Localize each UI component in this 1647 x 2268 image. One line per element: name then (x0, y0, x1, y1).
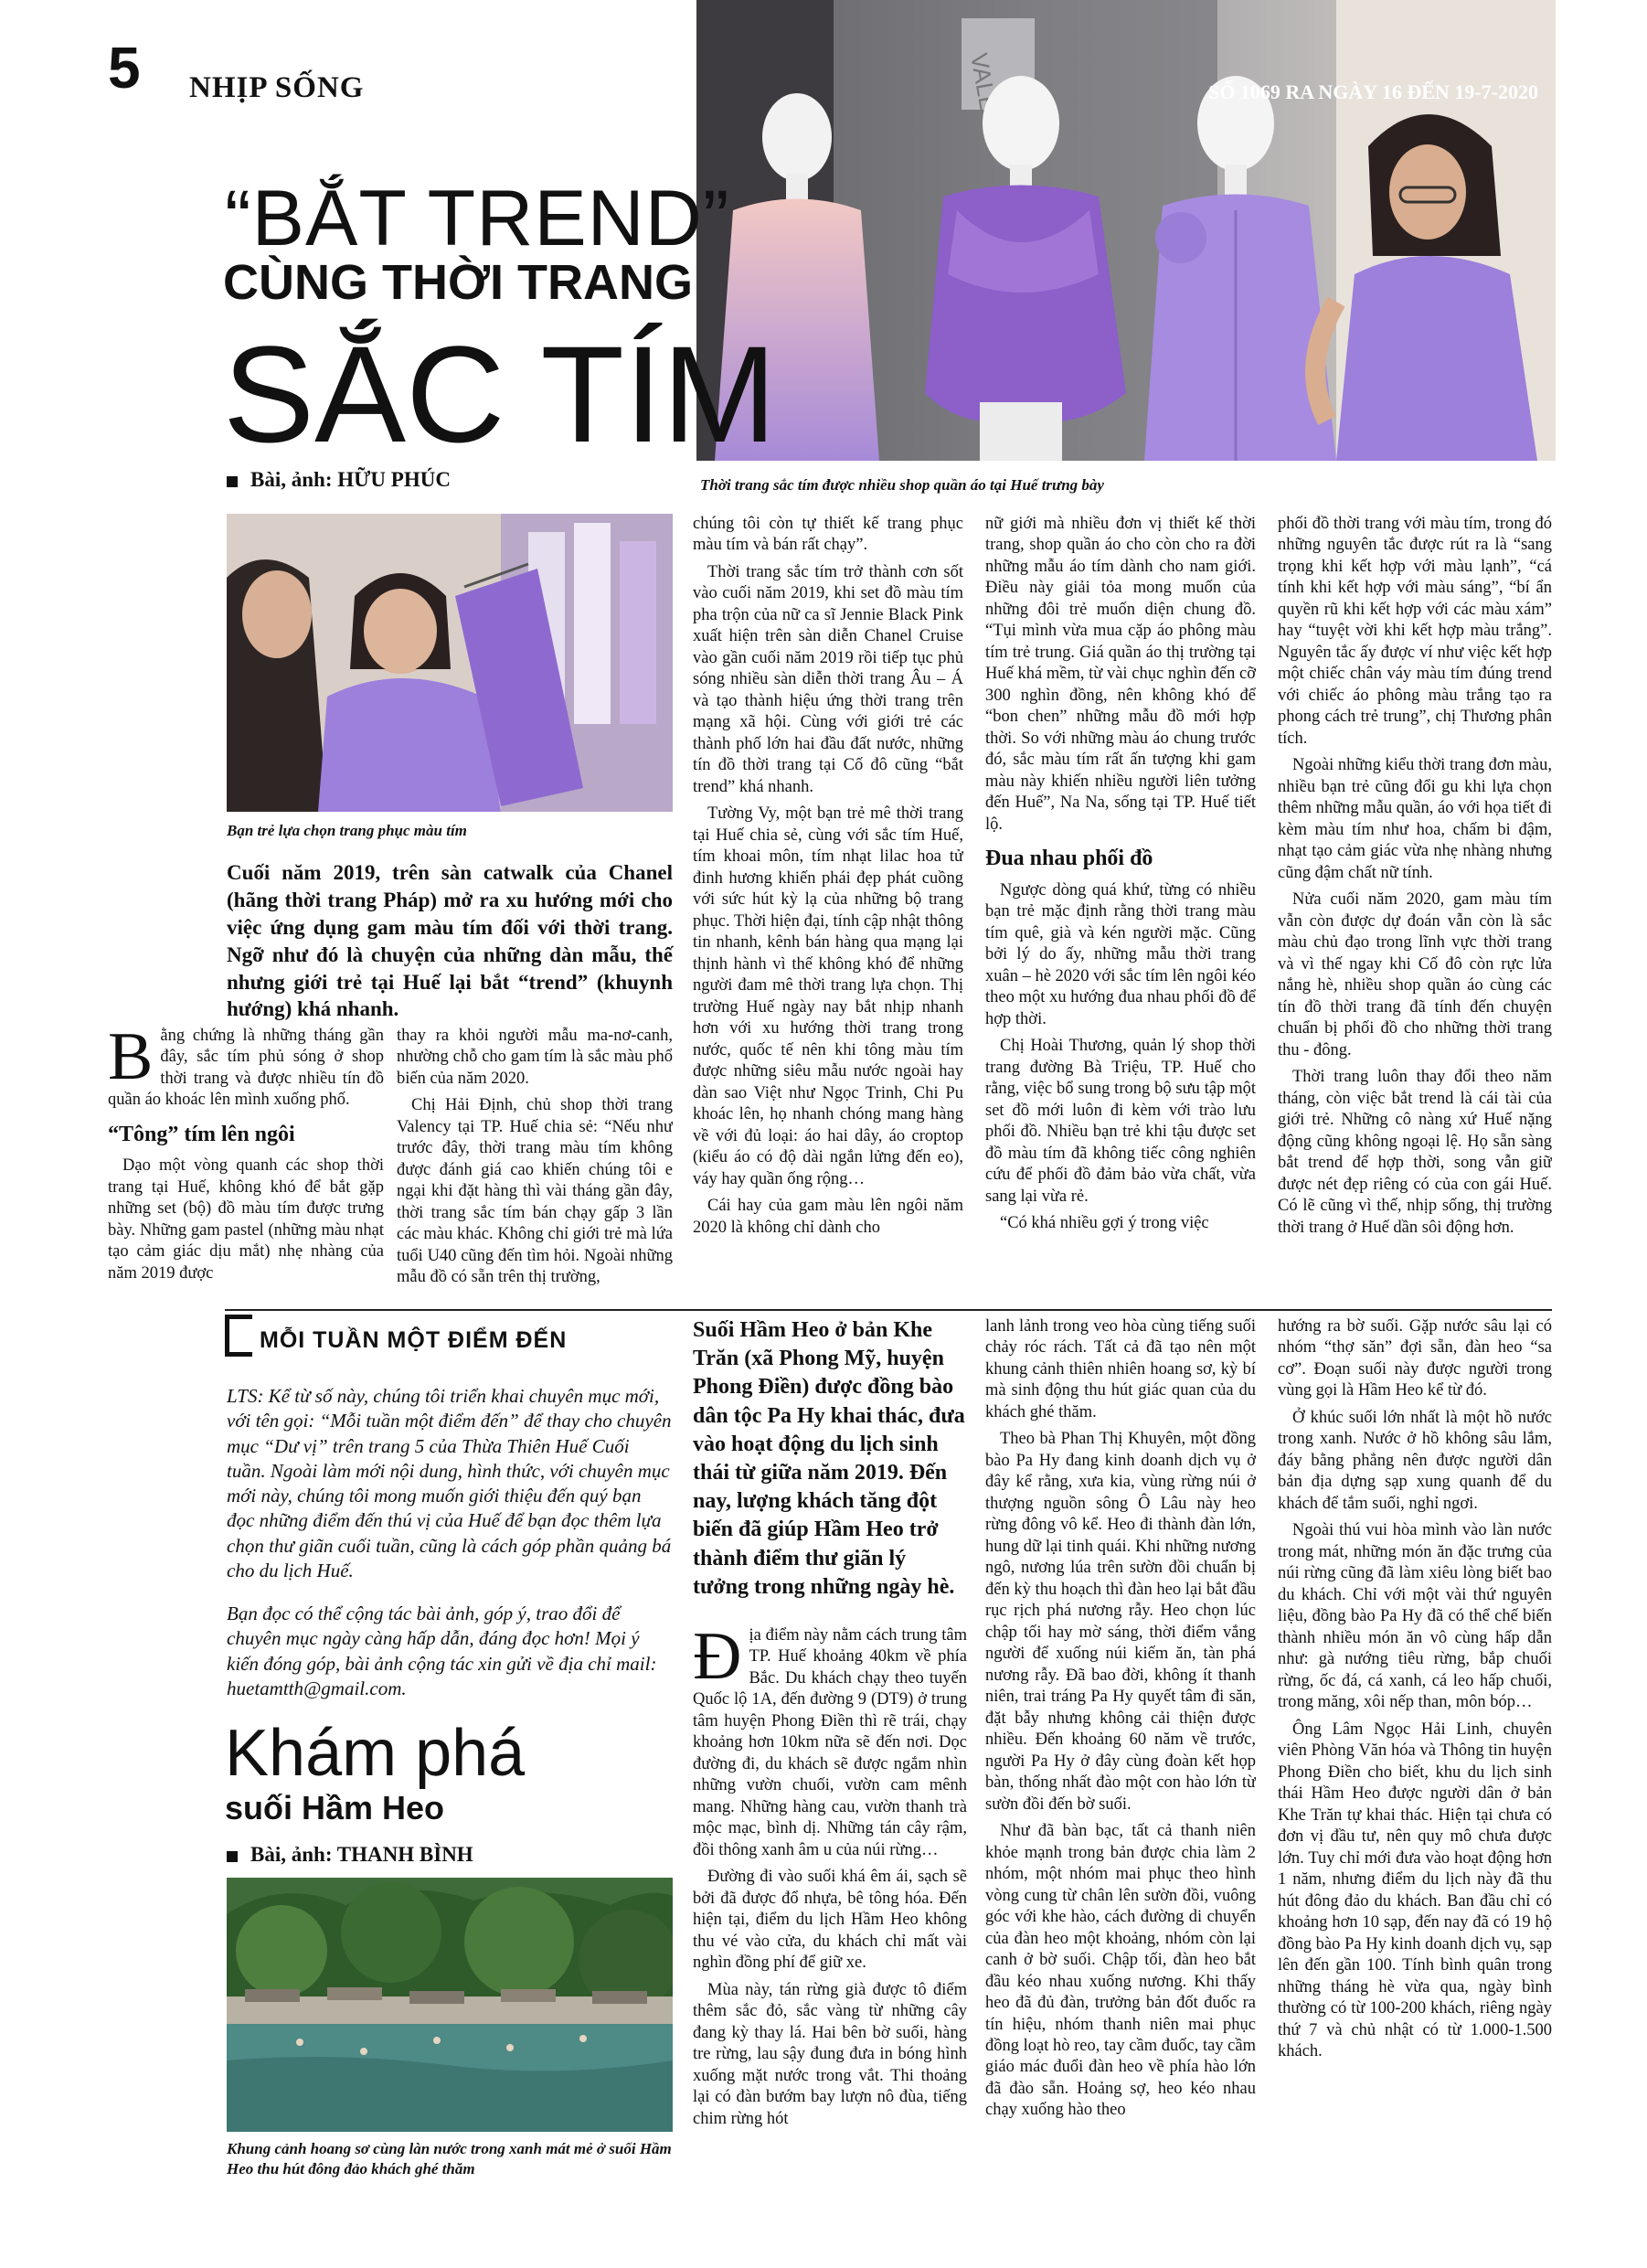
article1-title-line3: SẮC TÍM (223, 317, 777, 471)
article1-lead: Cuối năm 2019, trên sàn catwalk của Chanel (hãng thời trang Pháp) mở ra xu hướng mới cho việc ứng dụng gam màu tím đối với thời trang. Ngỡ như đó là chuyện của những dàn mẫu, thế nhưng giới trẻ tại Huế lại bắt “trend” (khuynh hướng) khá nhanh. (227, 861, 673, 1021)
dropcap: B (108, 1026, 154, 1094)
article1-col-c: chúng tôi còn tự thiết kế trang phục màu tím và bán rất chạy”. Thời trang sắc tím trở thành cơn sốt vào cuối năm 2019, khi set đồ màu tím pha trộn của nữ ca sĩ Jennie Black Pink xuất hiện trên sàn diễn Chanel Cruise vào gần cuối năm 2019 rồi tiếp tục phủ sóng nhiều sàn diễn thời trang Âu – Á và tạo thành hiệu ứng thời trang trên mạng xã hội. Cùng với giới trẻ các thành phố lớn hai đầu đất nước, những tín đồ thời trang tại Cố đô cũng “bắt trend” khá nhanh. Tường Vy, một bạn trẻ mê thời trang tại Huế chia sẻ, cùng với sắc tím Huế, tím khoai môn, tím nhạt lilac hoa tử đinh hương khiến phái đẹp phát cuồng với sức hút kỳ lạ của những bộ trang phục. Thời hiện đại, tính cập nhật thông tin nhanh, kênh bán hàng qua mạng lại thịnh hành vì thế không khó để những người đam mê thời trang lựa chọn. Thị trường Huế ngày nay bắt nhịp nhanh hơn với xu hướng thời trang trong nước, quốc tế nên khi tông màu tím được những siêu mẫu nước ngoài hay dàn sao Việt như Ngọc Trinh, Chi Pu khoác lên, họ nhanh chóng mang hàng về với đủ loại: áo hai dây, áo croptop (kiểu áo có độ dài ngắn lửng đến eo), váy hay quần ống rộng… Cái hay của gam màu lên ngôi năm 2020 là không chỉ dành cho (693, 515, 963, 1237)
section-title: NHỊP SỐNG (189, 71, 365, 104)
photo2-caption: Bạn trẻ lựa chọn trang phục màu tím (227, 822, 467, 839)
section-box-icon (225, 1315, 252, 1357)
dropcap-2: Đ (693, 1625, 742, 1694)
section-divider (225, 1309, 1552, 1311)
article1-photo2 (227, 514, 673, 812)
article2-col-3: hướng ra bờ suối. Gặp nước sâu lại có nhóm “thợ săn” đợi sẵn, đàn heo “sa cơ”. Đoạn suối này được người trong vùng gọi là Hầm Heo kể từ đó. Ở khúc suối lớn nhất là một hồ nước trong xanh. Nước ở hồ không sâu lắm, đáy bằng phẳng nên được người dân bản địa dựng sạp xung quanh để du khách để tắm suối, nghỉ ngơi. Ngoài thú vui hòa mình vào làn nước trong mát, những món ăn đặc trưng của núi rừng cũng đã làm xiêu lòng biết bao du khách. Chỉ với một vài thứ nguyên liệu, đồng bào Pa Hy đã có thể chế biến thành nhiều món ăn vô cùng hấp dẫn như: gà nướng tiêu rừng, bắp chuối rừng, ốc đá, cá xanh, cá leo hấp chuối, trong măng, xôi nếp than, môn bóp… Ông Lâm Ngọc Hải Linh, chuyên viên Phòng Văn hóa và Thông tin huyện Phong Điền cho biết, khu du lịch sinh thái Hầm Heo được người dân ở bản Khe Trăn tự khai thác. Hiện tại chưa có đơn vị đầu tư, nên quy mô chưa được lớn. Tuy chỉ mới đưa vào hoạt động hơn 1 năm, nhưng điểm du lịch này đã thu hút đông đảo du khách. Ban đầu chỉ có khoảng hơn 10 sạp, đến nay đã có 19 hộ đồng bào Pa Hy kinh doanh dịch vụ, sạp lên đến gần 100. Tính bình quân trong những tháng hè vừa qua, ngày bình thường có từ 100-200 khách, riêng ngày thứ 7 và chủ nhật có từ 1.000-1.500 khách. (1278, 1317, 1552, 2060)
article2-section-head: MỖI TUẦN MỘT ĐIỂM ĐẾN (260, 1327, 568, 1353)
article1-col-e: phối đồ thời trang với màu tím, trong đó những nguyên tắc được rút ra là “sang trọng khi kết hợp với màu lạnh”, “cá tính khi kết hợp với màu sáng”, “bí ẩn quyền rũ khi kết hợp với các màu xám” hay “tuyệt vời khi kết hợp màu trắng”. Nguyên tắc ấy được ví như việc kết hợp một chiếc chân váy màu tím đúng trend với chiếc áo phông màu trắng tạo ra phong cách trẻ trung”, chị Thương phân tích. Ngoài những kiểu thời trang đơn màu, nhiều bạn trẻ cũng đổi gu khi lựa chọn thêm những mẫu quần, áo với họa tiết đi kèm màu tím như hoa, chấm bi đậm, nhạt tạo cảm giác vừa nhẹ nhàng nhưng cũng đậm chất nữ tính. Nửa cuối năm 2020, gam màu tím vẫn còn được dự đoán vẫn còn là sắc màu chủ đạo trong lĩnh vực thời trang và vì thế ngay khi Cố đô còn rực lửa nắng hè, nhiều shop quần áo cùng các tín đồ thời trang đã tính đến chuyện chuẩn bị phối đồ cho những thời trang thu - đông. Thời trang luôn thay đổi theo năm tháng, còn việc bắt trend là cái tài của giới trẻ. Những cô nàng xứ Huế nặng động cũng không ngoại lệ. Họ sẵn sàng bắt trend để hợp thời, song vẫn giữ được nét đẹp riêng có của con gái Huế. Có lẽ cũng vì thế, nhịp sống, thị trường thời trang ở Huế dần sôi động hơn. (1278, 515, 1552, 1237)
article2-title-line2: suối Hầm Heo (225, 1789, 445, 1826)
article2-col-1: Địa điểm này nằm cách trung tâm TP. Huế khoảng 40km về phía Bắc. Du khách chạy theo tuyến Quốc lộ 1A, đến đường 9 (DT9) ở trung tâm huyện Phong Điền thì rẽ trái, chạy khoảng hơn 10km nữa sẽ đến nơi. Dọc đường đi, du khách sẽ được ngắm nhìn những vườn chuối, vườn cam mênh mang. Những hàng cau, vườn thanh trà mộc mạc, bình dị. Những tán cây rậm, đồi thông xanh âm u của núi rừng… Đường đi vào suối khá êm ái, sạch sẽ bởi đã được đổ nhựa, bê tông hóa. Đến hiện tại, điểm du lịch Hầm Heo không thu vé vào cửa, du khách chỉ mất vài nghìn đồng phí để giữ xe. Mùa này, tán rừng già được tô điểm thêm sắc đỏ, sắc vàng từ những cây đang kỳ thay lá. Hai bên bờ suối, hàng tre rừng, lau sậy đung đưa in bóng hình xuống mặt nước trong vắt. Thi thoảng lại có đàn bướm bay lượn nô đùa, tiếng chim rừng hót (693, 1625, 967, 2128)
main-photo-caption: Thời trang sắc tím được nhiều shop quần áo tại Huế trưng bày (700, 476, 1104, 494)
article1-col-b: thay ra khỏi người mẫu ma-nơ-canh, nhường chỗ cho gam tím là sắc màu phổ biến của năm 2020. Chị Hải Định, chủ shop thời trang Valency tại TP. Huế chia sẻ: “Nếu như trước đây, thời trang màu tím không được đánh giá cao khiến chúng tôi e ngại khi đặt hàng thì vài tháng gần đây, thời trang sắc tím bán chạy gấp 3 lần các màu khác. Không chỉ giới trẻ mà lứa tuổi U40 cũng đến tìm hỏi. Ngoài những mẫu đồ có sẵn trên thị trường, (397, 1027, 673, 1287)
subheading-dua-nhau: Đua nhau phối đồ (985, 847, 1153, 871)
article2-photo-caption: Khung cảnh hoang sơ cùng làn nước trong xanh mát mẻ ở suối Hầm Heo thu hút đông đảo khách ghé thăm (227, 2140, 672, 2178)
subheading-tong-tim: “Tông” tím lên ngôi (108, 1122, 295, 1146)
article2-col-2: lanh lảnh trong veo hòa cùng tiếng suối chảy róc rách. Tất cả đã tạo nên một khung cảnh thiên nhiên hoang sơ, kỳ bí mà sinh động thu hút giác quan của du khách ghé thăm. Theo bà Phan Thị Khuyên, một đồng bào Pa Hy đang kinh doanh dịch vụ ở đây kể rằng, xưa kia, vùng rừng núi ở thượng nguồn sông Ô Lâu này heo rừng đông vô kể. Heo đi thành đàn lớn, hung dữ lại tinh quái. Khi những nương ngô, nương lúa trên sườn đồi chuẩn bị đến kỳ thu hoạch thì đàn heo lại bắt đầu rục rịch phá nương rẫy. Heo chọn lúc chập tối hay mờ sáng, thời điểm vắng người để xuống núi kiếm ăn, tàn phá nương rẫy. Đã bao đời, không ít thanh niên, trai tráng Pa Hy quyết tâm đi săn, đặt bẫy nhưng không cải thiện được nhiều. Đến khoảng 60 năm về trước, người Pa Hy ở đây cùng đoàn kết họp bàn, thống nhất đào một con hào lớn từ sườn đồi đến bờ suối. Như đã bàn bạc, tất cả thanh niên khỏe mạnh trong bản được chia làm 2 nhóm, một nhóm mai phục theo hình vòng cung từ chân lên sườn đồi, vuông góc với khe hào, cách đường di chuyển của đàn heo một khoảng, nhóm còn lại canh ở bờ suối. Chập tối, đàn heo bắt đầu kéo nhau xuống nương. Khi thấy heo đã đủ đàn, trưởng bản đốt đuốc ra tín hiệu, nhóm thanh niên mai phục đồng loạt hò reo, tay cầm đuốc, tay cầm giáo mác đuổi đàn heo về phía hào lớn đã đào sẵn. Hoảng sợ, heo kéo nhau chạy xuống hào theo (985, 1317, 1256, 2120)
article2-title-line1: Khám phá (225, 1717, 526, 1790)
article1-col-d: nữ giới mà nhiều đơn vị thiết kế thời trang, shop quần áo cho còn cho ra đời những mẫu áo tím dành cho nam giới. Điều này giải tỏa mong muốn của những đôi trẻ muốn diện chung đồ. “Tụi mình vừa mua cặp áo phông màu tím trẻ trung. Giá quần áo thị trường tại Huế khá mềm, từ vài chục nghìn đến cỡ 300 nghìn đồng, nên không khó để “bon chen” những mẫu đồ mới hợp thời. So với những màu áo chung trước đó, sắc màu tím rất ấn tượng khi gam màu này khiến nhiều người liên tưởng đến Huế”, Na Na, sống tại TP. Huế tiết lộ. Đua nhau phối đồ Ngược dòng quá khứ, từng có nhiều bạn trẻ mặc định rằng thời trang màu tím quê, già và kén người mặc. Cũng bởi lý do ấy, những mẫu thời trang xuân – hè 2020 với sắc tím lên ngôi kéo theo một xu hướng đua nhau phối đồ để hợp thời. Chị Hoài Thương, quản lý shop thời trang đường Bà Triệu, TP. Huế cho rằng, việc bổ sung trong bộ sưu tập một set đồ mới luôn đi kèm với trào lưu phối đồ. Nhiều bạn trẻ khi tậu được set đồ màu tím đã không tiếc công nghiên cứu để phối đồ đảm bảo vừa chất, vừa sang lại vừa rẻ. “Có khá nhiều gợi ý trong việc (985, 515, 1256, 1232)
article2-byline: Bài, ảnh: THANH BÌNH (227, 1843, 473, 1867)
article1-byline: Bài, ảnh: HỮU PHÚC (227, 468, 451, 492)
article2-lead: Suối Hầm Heo ở bản Khe Trăn (xã Phong Mỹ, huyện Phong Điền) được đồng bào dân tộc Pa Hy khai thác, đưa vào hoạt động du lịch sinh thái từ giữa năm 2019. Đến nay, lượng khách tăng đột biến đã giúp Hầm Heo trở thành điểm thư giãn lý tưởng trong những ngày hè. (693, 1318, 965, 1599)
article1-title-line1: “BẮT TREND” (225, 175, 730, 262)
article1-col-a: Bằng chứng là những tháng gần đây, sắc tím phủ sóng ở shop thời trang và được nhiều tín đồ quần áo khoác lên mình xuống phố. “Tông” tím lên ngôi Dạo một vòng quanh các shop thời trang tại Huế, không khó để bắt gặp những set (bộ) đồ màu tím được trưng bày. Những gam pastel (những màu nhạt tạo cảm giác dịu mắt) nhẹ nhàng của năm 2019 được (108, 1026, 384, 1283)
page-number: 5 (108, 35, 141, 101)
article1-title-line2: CÙNG THỜI TRANG (223, 255, 694, 310)
main-photo (696, 0, 1556, 461)
article2-lts: LTS: Kể từ số này, chúng tôi triển khai chuyên mục mới, với tên gọi: “Mỗi tuần một điểm đến” để thay cho chuyên mục “Dư vị” trên trang 5 của Thừa Thiên Huế Cuối tuần. Ngoài làm mới nội dung, hình thức, với chuyên mục mới này, chúng tôi mong muốn giới thiệu đến quý bạn đọc những điểm đến thú vị của Huế để bạn đọc thêm lựa chọn thư giãn cuối tuần, cũng là cách góp phần quảng bá cho du lịch Huế. (227, 1385, 672, 1582)
issue-info: SỐ 1069 RA NGÀY 16 ĐẾN 19-7-2020 (1208, 80, 1538, 103)
article2-photo (227, 1878, 673, 2132)
article2-invite: Bạn đọc có thể cộng tác bài ảnh, góp ý, trao đổi để chuyên mục ngày càng hấp dẫn, đáng đọc hơn! Mọi ý kiến đóng góp, bài ảnh cộng tác xin gửi về địa chỉ mail: huetamtth@gmail.com. (227, 1603, 657, 1699)
